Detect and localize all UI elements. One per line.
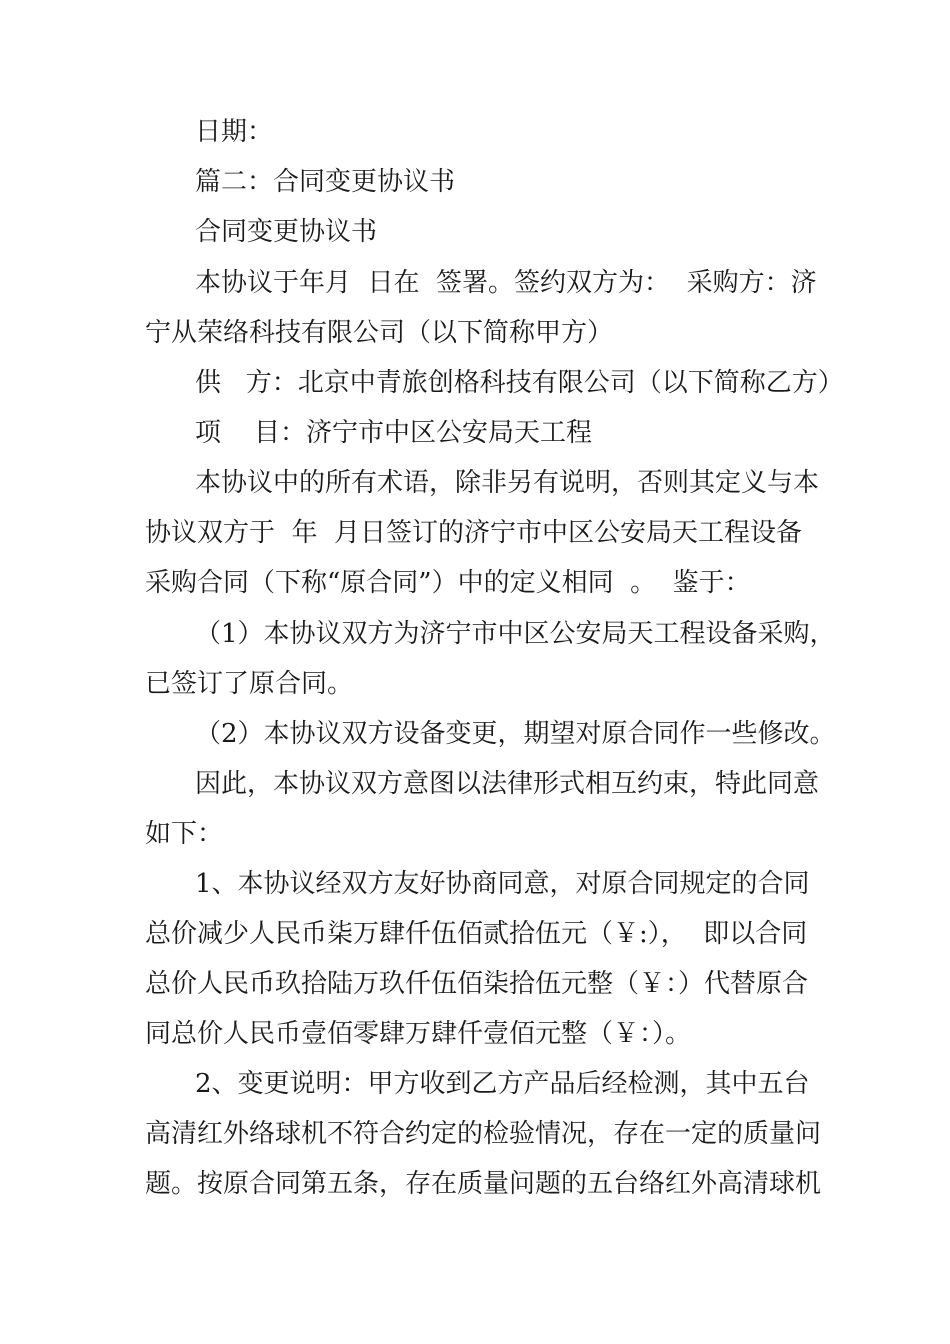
chapter-heading: 篇二：合同变更协议书 — [195, 167, 456, 197]
paragraph-line: 同总价人民币壹佰零肆万肆仟壹佰元整（￥：）。 — [145, 1019, 692, 1049]
paragraph-line: 已签订了原合同。 — [145, 669, 354, 699]
paragraph-line: 总价人民币玖拾陆万玖仟伍佰柒拾伍元整（￥：）代替原合 — [145, 969, 809, 999]
paragraph-line: 因此，本协议双方意图以法律形式相互约束，特此同意 — [195, 769, 820, 799]
date-line: 日期： — [195, 117, 274, 147]
paragraph-line: （2）本协议双方设备变更，期望对原合同作一些修改。 — [195, 719, 836, 749]
paragraph-line: 如下： — [145, 819, 224, 849]
paragraph-line: 高清红外络球机不符合约定的检验情况，存在一定的质量问 — [145, 1119, 822, 1149]
paragraph-line: 本协议于年月 日在 签署。签约双方为： 采购方：济 — [195, 268, 817, 298]
paragraph-line: 2、变更说明：甲方收到乙方产品后经检测，其中五台 — [195, 1069, 810, 1099]
paragraph-line: 项 目：济宁市中区公安局天工程 — [195, 418, 593, 448]
paragraph-line: 宁从荣络科技有限公司（以下简称甲方） — [145, 318, 614, 348]
paragraph-line: 本协议中的所有术语，除非另有说明，否则其定义与本 — [195, 468, 820, 498]
paragraph-line: 供 方：北京中青旅创格科技有限公司（以下简称乙方） — [195, 368, 844, 398]
paragraph-line: 1、本协议经双方友好协商同意，对原合同规定的合同 — [195, 869, 810, 899]
paragraph-line: 采购合同（下称“原合同”）中的定义相同 。 鉴于： — [145, 568, 751, 598]
paragraph-line: 总价减少人民币柒万肆仟伍佰贰拾伍元（￥:）， 即以合同 — [145, 919, 808, 949]
paragraph-line: 题。按原合同第五条，存在质量问题的五台络红外高清球机 — [145, 1169, 822, 1199]
paragraph-line: （1）本协议双方为济宁市中区公安局天工程设备采购， — [195, 619, 836, 649]
paragraph-line: 协议双方于 年 月日签订的济宁市中区公安局天工程设备 — [145, 518, 803, 548]
document-title: 合同变更协议书 — [195, 217, 378, 247]
